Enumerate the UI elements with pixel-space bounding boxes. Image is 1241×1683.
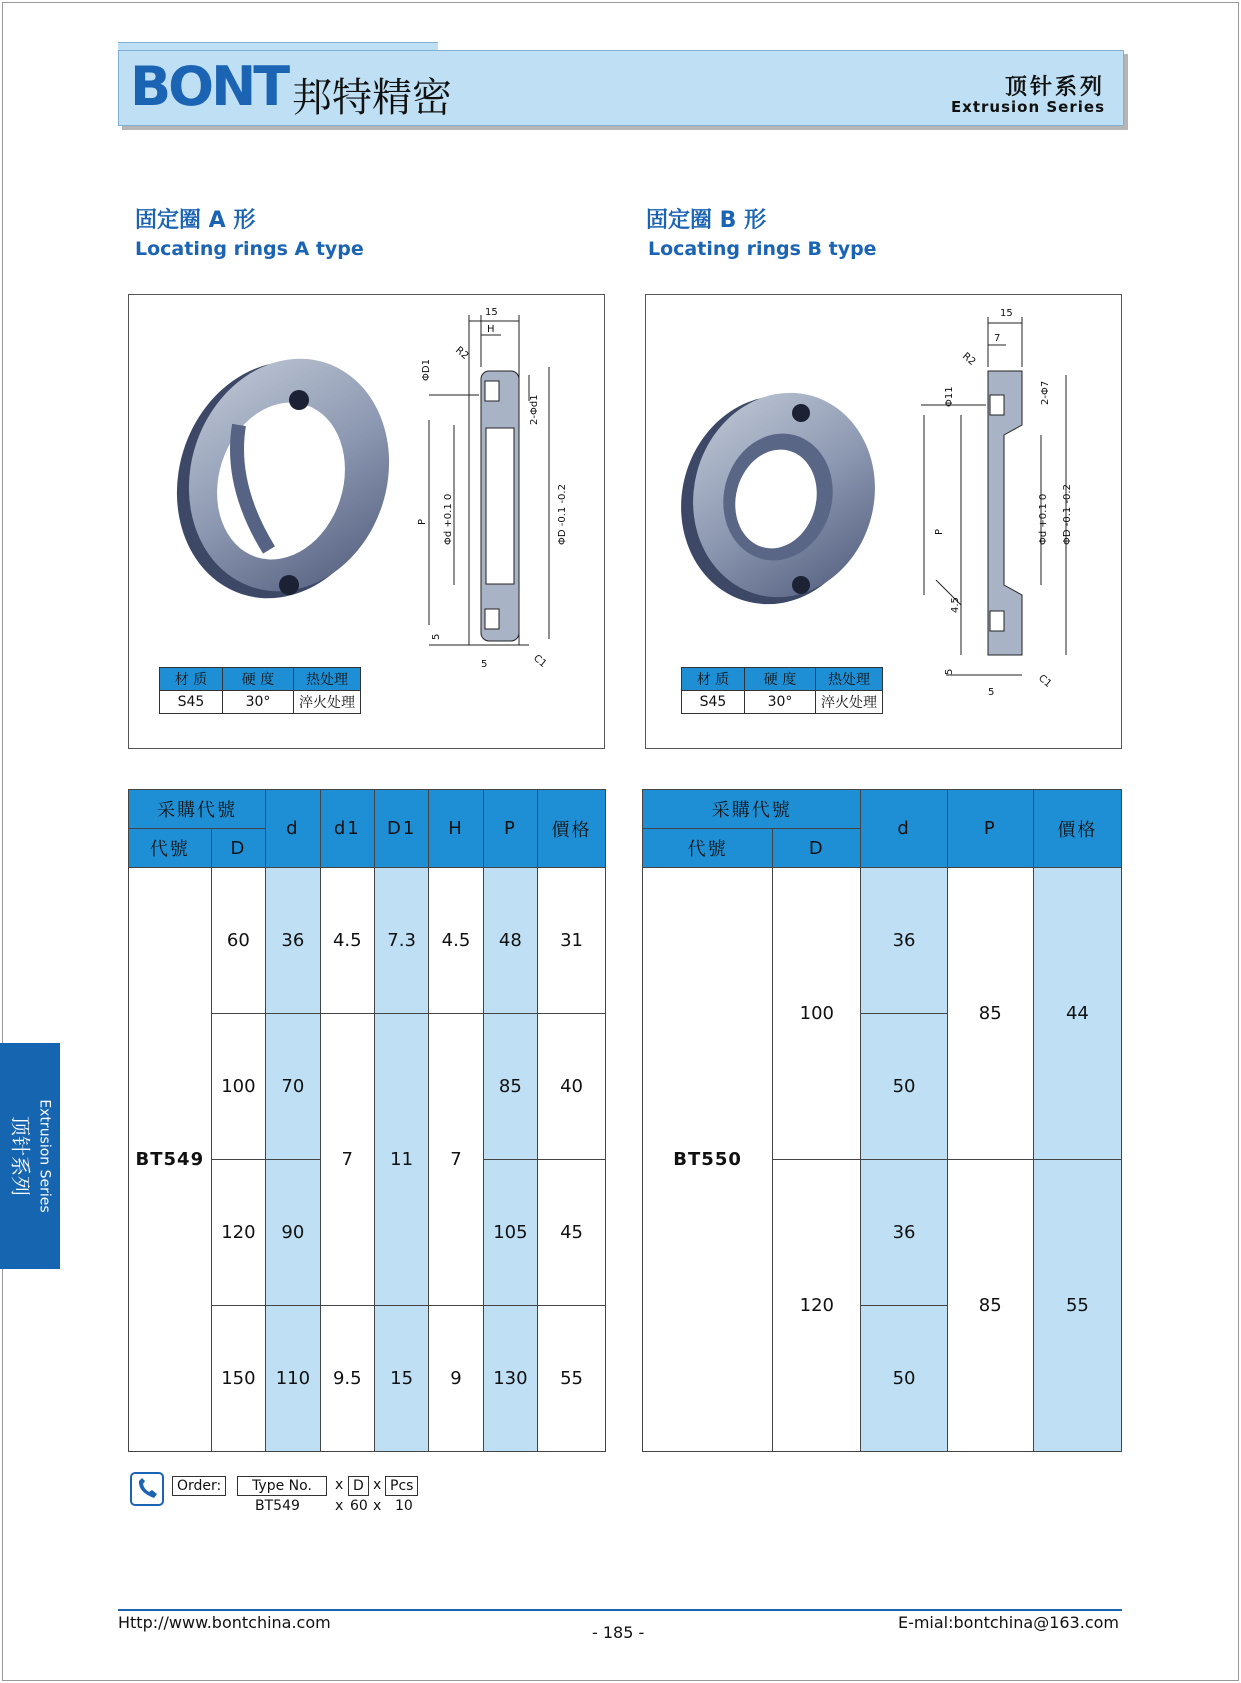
material-value: S45 <box>160 691 223 714</box>
table-b <box>642 789 1122 1452</box>
order-example-pcs: 10 <box>395 1498 413 1514</box>
table-cell: 44 <box>1033 868 1121 1160</box>
table-cell: 7.3 <box>374 868 428 1014</box>
table-a-code: BT549 <box>129 868 212 1452</box>
side-tab-cn: 顶针系列 <box>8 1116 33 1196</box>
dim-a-p: P <box>417 518 428 525</box>
series-title-en: Extrusion Series <box>950 98 1105 116</box>
order-d-box: D <box>348 1476 369 1496</box>
brand-name-cn: 邦特精密 <box>292 75 452 121</box>
table-cell: 105 <box>483 1160 537 1306</box>
dim-b-7: 7 <box>994 333 1001 344</box>
section-b-title-cn: 固定圈 B 形 <box>646 208 767 233</box>
hardness-header: 硬 度 <box>745 668 816 691</box>
dim-b-15: 15 <box>1000 308 1013 319</box>
table-b-col-code: 代號 <box>643 829 773 868</box>
table-a-col-code: 代號 <box>129 829 212 868</box>
dim-a-d: Φd +0.1 0 <box>443 493 454 545</box>
table-cell: 36 <box>861 868 947 1014</box>
series-title-cn: 顶针系列 <box>1004 75 1105 100</box>
material-header: 材 质 <box>160 668 223 691</box>
side-tab-en: Extrusion Series <box>36 1099 53 1213</box>
table-cell: 90 <box>266 1160 320 1306</box>
dim-b-c1: C1 <box>1036 672 1054 690</box>
table-cell: 55 <box>1033 1160 1121 1452</box>
table-cell: 50 <box>861 1306 947 1452</box>
hardness-header: 硬 度 <box>223 668 294 691</box>
heat-treatment-header: 热处理 <box>294 668 361 691</box>
table-cell: 50 <box>861 1014 947 1160</box>
table-cell: 40 <box>538 1014 606 1160</box>
table-b-col-p: P <box>947 790 1033 868</box>
hardness-value: 30° <box>223 691 294 714</box>
table-a-col-D: D <box>211 829 265 868</box>
dim-a-D: ΦD -0.1 -0.2 <box>557 484 568 545</box>
table-cell: 7 <box>429 1014 483 1306</box>
table-cell: 130 <box>483 1306 537 1452</box>
brand-logo: BONT <box>130 55 288 118</box>
dim-b-5-left: 5 <box>944 668 955 675</box>
dim-a-5-left: 5 <box>431 633 442 640</box>
dim-b-45: 4.5 <box>950 597 961 613</box>
dim-a-2d1: 2-Φd1 <box>529 394 540 425</box>
order-example-x2: x <box>373 1498 382 1514</box>
footer-website: Http://www.bontchina.com <box>118 1613 331 1632</box>
section-b-title-en: Locating rings B type <box>648 238 877 260</box>
table-cell: 120 <box>211 1160 265 1306</box>
table-a-col-d1: d1 <box>320 790 374 868</box>
material-table-b <box>681 667 883 714</box>
dim-a-c1: C1 <box>531 652 549 670</box>
table-cell: 100 <box>211 1014 265 1160</box>
table-cell: 60 <box>211 868 265 1014</box>
table-a-col-D1: D1 <box>374 790 428 868</box>
table-cell: 9 <box>429 1306 483 1452</box>
table-cell: 4.5 <box>320 868 374 1014</box>
table-b-group-header: 采購代號 <box>643 790 861 829</box>
table-b-col-D: D <box>773 829 861 868</box>
table-cell: 120 <box>773 1160 861 1452</box>
table-a <box>128 789 606 1452</box>
table-a-col-d: d <box>266 790 320 868</box>
table-cell: 85 <box>947 868 1033 1160</box>
table-cell: 110 <box>266 1306 320 1452</box>
table-cell: 15 <box>374 1306 428 1452</box>
side-tab <box>0 1043 60 1269</box>
table-cell: 85 <box>483 1014 537 1160</box>
table-cell: 36 <box>266 868 320 1014</box>
order-label: Order: <box>172 1476 226 1496</box>
section-a-title-cn: 固定圈 A 形 <box>135 208 256 233</box>
table-cell: 36 <box>861 1160 947 1306</box>
page-number: - 185 - <box>592 1623 645 1642</box>
table-cell: 48 <box>483 868 537 1014</box>
dim-b-p: P <box>934 528 945 535</box>
table-b-col-price: 價格 <box>1033 790 1121 868</box>
heat-treatment-value: 淬火处理 <box>816 691 883 714</box>
table-cell: 100 <box>773 868 861 1160</box>
figure-b-box <box>645 294 1122 749</box>
order-x2: x <box>373 1477 382 1493</box>
dim-a-h: H <box>487 324 495 335</box>
section-a-title-en: Locating rings A type <box>135 238 364 260</box>
table-cell: 7 <box>320 1014 374 1306</box>
phone-icon <box>130 1472 164 1506</box>
dim-b-D: ΦD -0.1 -0.2 <box>1062 484 1073 545</box>
table-cell: 11 <box>374 1014 428 1306</box>
table-cell: 4.5 <box>429 868 483 1014</box>
table-a-col-p: P <box>483 790 537 868</box>
order-example-type: BT549 <box>255 1498 300 1514</box>
material-value: S45 <box>682 691 745 714</box>
heat-treatment-header: 热处理 <box>816 668 883 691</box>
table-cell: 55 <box>538 1306 606 1452</box>
order-x1: x <box>335 1477 344 1493</box>
dim-a-D1: ΦD1 <box>421 359 432 381</box>
footer-email: E-mial:bontchina@163.com <box>897 1613 1119 1632</box>
order-example-d: 60 <box>350 1498 368 1514</box>
dim-b-5-bottom: 5 <box>988 687 995 698</box>
dim-b-2d7: 2-Φ7 <box>1040 380 1051 405</box>
table-cell: 45 <box>538 1160 606 1306</box>
dim-a-15: 15 <box>485 307 498 318</box>
table-row <box>643 868 1122 1014</box>
material-table-a <box>159 667 361 714</box>
dim-a-5-bottom: 5 <box>481 659 488 670</box>
heat-treatment-value: 淬火处理 <box>294 691 361 714</box>
table-a-col-h: H <box>429 790 483 868</box>
table-cell: 9.5 <box>320 1306 374 1452</box>
table-b-code: BT550 <box>643 868 773 1452</box>
dim-b-r2: R2 <box>960 350 978 368</box>
order-example-x1: x <box>335 1498 344 1514</box>
table-a-group-header: 采購代號 <box>129 790 266 829</box>
table-a-col-price: 價格 <box>538 790 606 868</box>
figure-a-box <box>128 294 605 749</box>
hardness-value: 30° <box>745 691 816 714</box>
table-cell: 150 <box>211 1306 265 1452</box>
order-type-box: Type No. <box>237 1476 327 1496</box>
table-cell: 31 <box>538 868 606 1014</box>
table-cell: 70 <box>266 1014 320 1160</box>
table-row <box>129 868 606 1014</box>
table-b-col-d: d <box>861 790 947 868</box>
table-cell: 85 <box>947 1160 1033 1452</box>
side-tab-text <box>8 1099 53 1212</box>
dim-b-11: Φ11 <box>944 386 955 407</box>
dim-a-r2: R2 <box>453 344 471 362</box>
footer-rule <box>118 1609 1122 1611</box>
order-pcs-box: Pcs <box>385 1476 418 1496</box>
material-header: 材 质 <box>682 668 745 691</box>
dim-b-d: Φd +0.1 0 <box>1038 493 1049 545</box>
